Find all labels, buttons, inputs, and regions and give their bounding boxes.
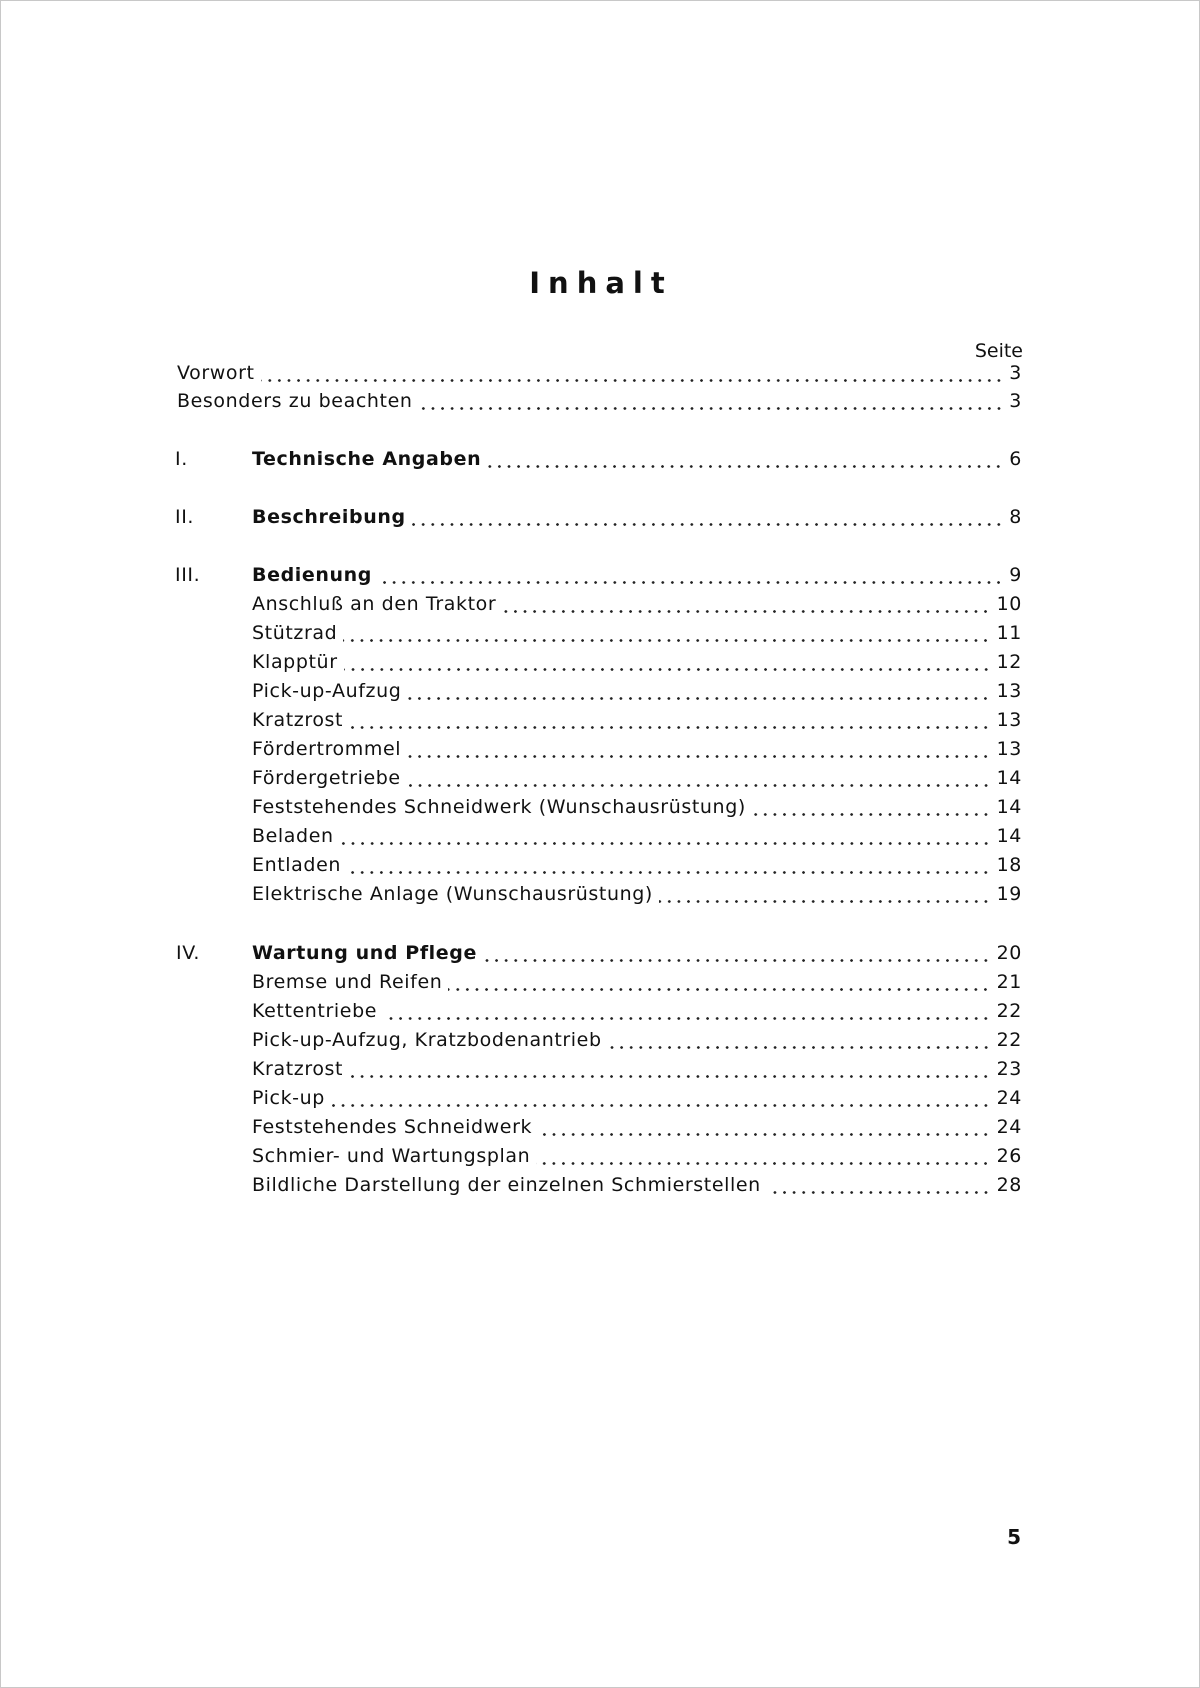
toc-entry [1,706,1200,735]
dot-leader [261,379,1004,382]
toc-entry-page: 21 [996,971,1022,993]
toc-entry-line [252,735,1022,764]
toc-entry-label: Bremse und Reifen [252,971,443,993]
toc-entry [1,880,1200,909]
toc-entry-label: Kettentriebe [252,1000,378,1022]
dot-leader [340,842,991,845]
toc-entry-line [252,503,1022,532]
dot-leader [419,407,1004,410]
dot-leader [502,610,990,613]
toc-entry-label: Beladen [252,825,334,847]
toc-entry-page: 11 [996,622,1022,644]
toc-entry-page: 10 [996,593,1022,615]
toc-entry [1,359,1200,388]
dot-leader [383,1017,991,1020]
toc-entry-line [177,387,1022,416]
dot-leader [487,465,1003,468]
toc-entry [1,1026,1200,1055]
toc-entry [1,735,1200,764]
toc-entry-line [252,764,1022,793]
toc-entry-label: Pick-up [252,1087,325,1109]
toc-entry-page: 3 [1009,362,1022,384]
dot-leader [767,1191,991,1194]
dot-leader [407,784,991,787]
dot-leader [752,813,991,816]
toc-entry-label: Elektrische Anlage (Wunschausrüstung) [252,883,653,905]
toc-entry-label: Fördertrommel [252,738,402,760]
toc-entry-line [252,851,1022,880]
toc-entry-page: 28 [996,1174,1022,1196]
toc-entry-page: 14 [996,825,1022,847]
toc-entry [1,445,1200,474]
toc-entry-page: 6 [1009,448,1022,470]
toc-entry [1,1142,1200,1171]
toc-section-number: II. [175,506,195,528]
toc-entry [1,1055,1200,1084]
toc-entry-label: Anschluß an den Traktor [252,593,497,615]
dot-leader [536,1162,990,1165]
toc-entry-label: Kratzrost [252,709,344,731]
toc-entry-page: 22 [996,1000,1022,1022]
toc-entry-label: Bildliche Darstellung der einzelnen Schmierstellen [252,1174,761,1196]
dot-leader [407,755,990,758]
toc-entry-label: Technische Angaben [252,448,482,470]
toc-entry-label: Pick-up-Aufzug [252,680,402,702]
toc-entry [1,590,1200,619]
dot-leader [448,988,990,991]
toc-entry-label: Pick-up-Aufzug, Kratzbodenantrieb [252,1029,602,1051]
toc-entry-line [252,619,1022,648]
toc-entry-page: 23 [996,1058,1022,1080]
toc-entry-page: 13 [996,709,1022,731]
toc-entry-page: 19 [996,883,1022,905]
toc-entry-line [252,1026,1022,1055]
toc-entry-line [252,880,1022,909]
toc-entry-line [252,648,1022,677]
toc-entry [1,561,1200,590]
toc-entry-line [252,968,1022,997]
toc-entry-line [177,359,1022,388]
toc-section-number: III. [175,564,201,586]
page-column-header: Seite [974,340,1023,362]
toc-entry [1,387,1200,416]
dot-leader [331,1104,991,1107]
dot-leader [608,1046,991,1049]
toc-entry [1,793,1200,822]
toc-entry-line [252,445,1022,474]
dot-leader [347,871,991,874]
dot-leader [343,639,990,642]
toc-entry-line [252,706,1022,735]
toc-entry-page: 24 [996,1116,1022,1138]
toc-entry [1,619,1200,648]
toc-section-number: I. [175,448,188,470]
toc-entry [1,822,1200,851]
toc-entry-line [252,822,1022,851]
toc-entry-line [252,1142,1022,1171]
toc-entry [1,968,1200,997]
toc-entry-page: 3 [1009,390,1022,412]
toc-entry [1,764,1200,793]
toc-entry-page: 8 [1009,506,1022,528]
toc-entry-line [252,677,1022,706]
toc-entry-line [252,590,1022,619]
toc-entry-page: 26 [996,1145,1022,1167]
dot-leader [483,959,991,962]
toc-entry [1,997,1200,1026]
toc-entry-page: 13 [996,680,1022,702]
toc-entry-page: 20 [996,942,1022,964]
toc-entry-label: Feststehendes Schneidwerk (Wunschausrüstung) [252,796,746,818]
dot-leader [344,668,991,671]
toc-entry-label: Besonders zu beachten [177,390,413,412]
toc-entry [1,1113,1200,1142]
dot-leader [349,726,991,729]
toc-entry-line [252,1084,1022,1113]
toc-entry-line [252,1113,1022,1142]
toc-section-number: IV. [176,942,200,964]
toc-entry [1,648,1200,677]
toc-entry-label: Kratzrost [252,1058,344,1080]
toc-entry-page: 9 [1009,564,1022,586]
toc-entry [1,677,1200,706]
toc-entry-label: Bedienung [252,564,372,586]
dot-leader [412,523,1004,526]
toc-entry-label: Entladen [252,854,342,876]
page-number: 5 [1007,1525,1021,1549]
toc-entry-label: Klapptür [252,651,338,673]
toc-entry-label: Stützrad [252,622,338,644]
toc-entry-label: Feststehendes Schneidwerk [252,1116,533,1138]
dot-leader [538,1133,991,1136]
toc-entry-label: Wartung und Pflege [252,942,477,964]
dot-leader [659,900,991,903]
toc-entry-line [252,1171,1022,1200]
dot-leader [349,1075,991,1078]
toc-entry-label: Vorwort [177,362,255,384]
toc-entry-label: Beschreibung [252,506,406,528]
toc-entry-page: 12 [996,651,1022,673]
toc-entry [1,939,1200,968]
toc-entry-page: 18 [996,854,1022,876]
toc-entry-label: Fördergetriebe [252,767,401,789]
toc-entry-page: 24 [996,1087,1022,1109]
toc-entry-page: 14 [996,767,1022,789]
page-title: Inhalt [529,266,673,300]
toc-entry-line [252,997,1022,1026]
toc-entry [1,851,1200,880]
toc-entry-line [252,561,1022,590]
toc-entry-page: 14 [996,796,1022,818]
dot-leader [378,581,1003,584]
toc-entry-label: Schmier- und Wartungsplan [252,1145,531,1167]
toc-entry-line [252,939,1022,968]
toc-entry-line [252,1055,1022,1084]
toc-entry [1,1084,1200,1113]
toc-entry [1,503,1200,532]
toc-entry-page: 22 [996,1029,1022,1051]
toc-entry-page: 13 [996,738,1022,760]
toc-entry [1,1171,1200,1200]
dot-leader [407,697,990,700]
toc-entry-line [252,793,1022,822]
